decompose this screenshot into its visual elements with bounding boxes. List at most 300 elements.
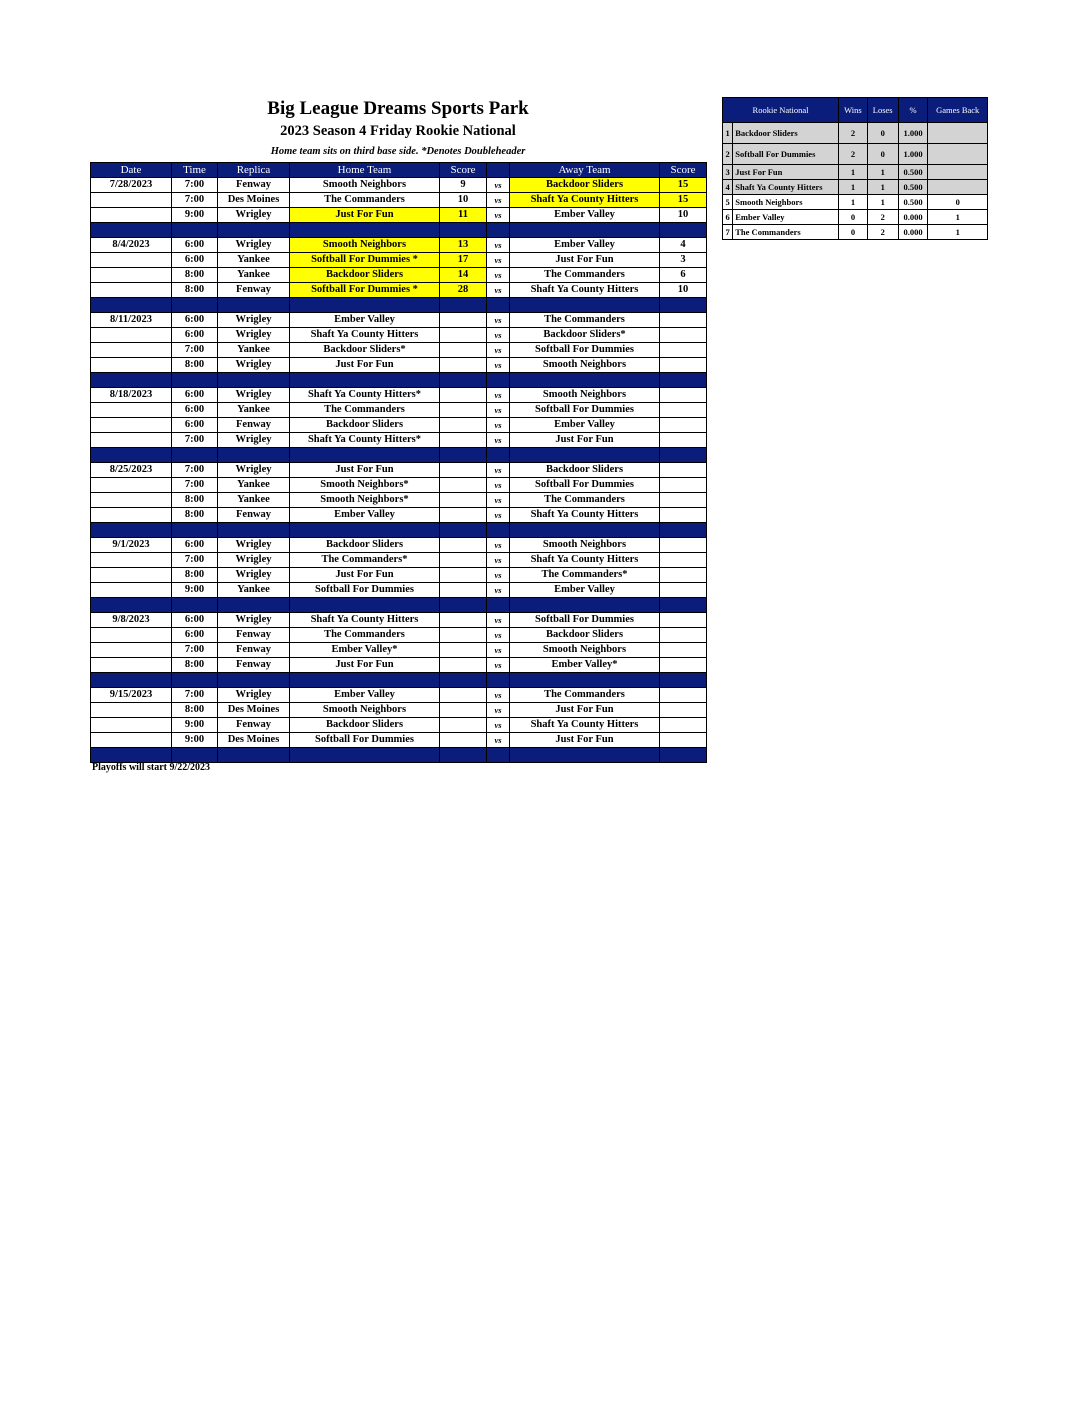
game-time: 7:00 (172, 478, 218, 493)
game-date (91, 658, 172, 673)
vs-label: vs (487, 478, 510, 493)
home-score (440, 613, 487, 628)
game-time: 7:00 (172, 343, 218, 358)
away-score (660, 583, 707, 598)
home-team: Smooth Neighbors (290, 238, 440, 253)
standings-row (723, 144, 988, 165)
vs-label: vs (487, 193, 510, 208)
col-home-team: Home Team (290, 163, 440, 178)
game-date (91, 478, 172, 493)
standings-rank: 4 (723, 180, 733, 195)
home-score (440, 583, 487, 598)
home-score (440, 493, 487, 508)
home-team: Softball For Dummies (290, 733, 440, 748)
week-separator (91, 223, 707, 238)
home-score (440, 553, 487, 568)
away-team: Backdoor Sliders (510, 463, 660, 478)
page-title: Big League Dreams Sports Park (267, 98, 529, 119)
separator-cell (172, 448, 218, 463)
vs-label: vs (487, 313, 510, 328)
away-team: The Commanders (510, 688, 660, 703)
separator-cell (487, 523, 510, 538)
standings-losses: 1 (867, 165, 898, 180)
away-score (660, 328, 707, 343)
separator-cell (91, 223, 172, 238)
home-team: Shaft Ya County Hitters (290, 613, 440, 628)
game-time: 8:00 (172, 703, 218, 718)
separator-cell (91, 448, 172, 463)
away-team: Shaft Ya County Hitters (510, 718, 660, 733)
standings-row (723, 225, 988, 240)
vs-label: vs (487, 628, 510, 643)
away-team: Shaft Ya County Hitters (510, 508, 660, 523)
home-team: Smooth Neighbors (290, 178, 440, 193)
game-date (91, 718, 172, 733)
vs-label: vs (487, 208, 510, 223)
away-score: 10 (660, 283, 707, 298)
separator-cell (172, 748, 218, 763)
standings-rank: 2 (723, 144, 733, 165)
away-team: The Commanders* (510, 568, 660, 583)
game-time: 7:00 (172, 178, 218, 193)
away-team: The Commanders (510, 268, 660, 283)
game-field: Yankee (218, 583, 290, 598)
home-team: Shaft Ya County Hitters (290, 328, 440, 343)
standings-row (723, 165, 988, 180)
away-team: Shaft Ya County Hitters (510, 553, 660, 568)
game-time: 8:00 (172, 358, 218, 373)
vs-label: vs (487, 613, 510, 628)
vs-label: vs (487, 178, 510, 193)
away-score (660, 538, 707, 553)
game-date: 9/15/2023 (91, 688, 172, 703)
game-time: 9:00 (172, 208, 218, 223)
vs-label: vs (487, 583, 510, 598)
col-away-score: Score (660, 163, 707, 178)
game-time: 8:00 (172, 568, 218, 583)
away-team: Backdoor Sliders (510, 178, 660, 193)
away-score (660, 478, 707, 493)
standings-team: Softball For Dummies (733, 144, 839, 165)
standings-division: Rookie National (723, 98, 839, 123)
game-row (91, 718, 707, 733)
away-team: Smooth Neighbors (510, 358, 660, 373)
away-team: Softball For Dummies (510, 343, 660, 358)
vs-label: vs (487, 703, 510, 718)
standings-team: Just For Fun (733, 165, 839, 180)
game-row (91, 388, 707, 403)
away-team: Softball For Dummies (510, 403, 660, 418)
vs-label: vs (487, 643, 510, 658)
away-team: Ember Valley (510, 583, 660, 598)
game-field: Fenway (218, 718, 290, 733)
separator-cell (91, 523, 172, 538)
away-score (660, 433, 707, 448)
game-row (91, 643, 707, 658)
home-score: 11 (440, 208, 487, 223)
vs-label: vs (487, 283, 510, 298)
home-team: Softball For Dummies (290, 583, 440, 598)
game-date (91, 493, 172, 508)
standings-rank: 6 (723, 210, 733, 225)
game-field: Wrigley (218, 358, 290, 373)
home-score (440, 403, 487, 418)
away-team: Shaft Ya County Hitters (510, 193, 660, 208)
game-field: Yankee (218, 268, 290, 283)
home-score: 17 (440, 253, 487, 268)
separator-cell (487, 673, 510, 688)
separator-cell (510, 673, 660, 688)
separator-cell (660, 598, 707, 613)
home-team: Backdoor Sliders (290, 418, 440, 433)
game-row (91, 328, 707, 343)
separator-cell (440, 298, 487, 313)
standings-games-back: 0 (928, 195, 988, 210)
game-time: 7:00 (172, 643, 218, 658)
game-time: 6:00 (172, 538, 218, 553)
away-team: Just For Fun (510, 253, 660, 268)
home-score: 9 (440, 178, 487, 193)
separator-cell (91, 673, 172, 688)
standings-header-row (723, 98, 988, 123)
home-team: Softball For Dummies * (290, 283, 440, 298)
game-time: 6:00 (172, 313, 218, 328)
game-row (91, 403, 707, 418)
standings-games-back: 1 (928, 225, 988, 240)
home-team: Softball For Dummies * (290, 253, 440, 268)
separator-cell (487, 373, 510, 388)
away-score (660, 553, 707, 568)
game-date (91, 268, 172, 283)
home-team: Shaft Ya County Hitters* (290, 433, 440, 448)
vs-label: vs (487, 508, 510, 523)
game-row (91, 583, 707, 598)
home-score (440, 343, 487, 358)
home-team: The Commanders (290, 193, 440, 208)
game-time: 8:00 (172, 268, 218, 283)
home-score (440, 733, 487, 748)
separator-cell (290, 298, 440, 313)
game-row (91, 313, 707, 328)
col-home-score: Score (440, 163, 487, 178)
game-field: Fenway (218, 418, 290, 433)
game-row (91, 418, 707, 433)
home-score (440, 658, 487, 673)
game-time: 6:00 (172, 388, 218, 403)
home-team: The Commanders* (290, 553, 440, 568)
game-field: Wrigley (218, 688, 290, 703)
away-team: Smooth Neighbors (510, 538, 660, 553)
game-time: 6:00 (172, 613, 218, 628)
standings-pct: 0.500 (898, 180, 928, 195)
game-time: 6:00 (172, 253, 218, 268)
separator-cell (218, 448, 290, 463)
game-row (91, 208, 707, 223)
separator-cell (172, 298, 218, 313)
separator-cell (440, 448, 487, 463)
game-field: Wrigley (218, 388, 290, 403)
away-team: Ember Valley (510, 238, 660, 253)
col-replica: Replica (218, 163, 290, 178)
standings-pct: 1.000 (898, 123, 928, 144)
home-team: Ember Valley* (290, 643, 440, 658)
game-field: Fenway (218, 178, 290, 193)
doubleheader-note: Home team sits on third base side. *Denotes Doubleheader (270, 146, 526, 157)
standings-wins: 0 (839, 210, 868, 225)
game-date (91, 568, 172, 583)
game-field: Wrigley (218, 463, 290, 478)
separator-cell (290, 673, 440, 688)
away-team: Ember Valley (510, 418, 660, 433)
separator-cell (660, 523, 707, 538)
home-team: Just For Fun (290, 358, 440, 373)
vs-label: vs (487, 658, 510, 673)
game-date: 8/4/2023 (91, 238, 172, 253)
separator-cell (91, 373, 172, 388)
playoffs-note: Playoffs will start 9/22/2023 (92, 762, 211, 773)
separator-cell (510, 748, 660, 763)
standings-wins: 2 (839, 144, 868, 165)
standings-row (723, 210, 988, 225)
standings-losses: 0 (867, 123, 898, 144)
game-field: Wrigley (218, 538, 290, 553)
home-team: Ember Valley (290, 313, 440, 328)
game-date (91, 358, 172, 373)
separator-cell (290, 598, 440, 613)
standings-wins: 1 (839, 165, 868, 180)
game-row (91, 658, 707, 673)
home-score (440, 388, 487, 403)
separator-cell (660, 448, 707, 463)
away-score (660, 388, 707, 403)
game-row (91, 463, 707, 478)
game-date: 8/18/2023 (91, 388, 172, 403)
standings-team: Shaft Ya County Hitters (733, 180, 839, 195)
separator-cell (290, 748, 440, 763)
col-vs (487, 163, 510, 178)
separator-cell (660, 223, 707, 238)
game-row (91, 478, 707, 493)
game-date: 8/11/2023 (91, 313, 172, 328)
week-separator (91, 298, 707, 313)
standings-pct: 0.000 (898, 225, 928, 240)
standings-games-back: 1 (928, 210, 988, 225)
separator-cell (218, 673, 290, 688)
game-date (91, 193, 172, 208)
standings-losses: 1 (867, 180, 898, 195)
game-row (91, 613, 707, 628)
away-team: Shaft Ya County Hitters (510, 283, 660, 298)
separator-cell (172, 223, 218, 238)
home-score (440, 463, 487, 478)
standings-losses: 1 (867, 195, 898, 210)
game-date (91, 508, 172, 523)
game-time: 6:00 (172, 628, 218, 643)
home-team: Smooth Neighbors (290, 703, 440, 718)
home-team: The Commanders (290, 628, 440, 643)
standings-rank: 7 (723, 225, 733, 240)
away-score: 3 (660, 253, 707, 268)
separator-cell (487, 223, 510, 238)
week-separator (91, 748, 707, 763)
away-score: 4 (660, 238, 707, 253)
separator-cell (218, 223, 290, 238)
away-score (660, 493, 707, 508)
standings-team: The Commanders (733, 225, 839, 240)
vs-label: vs (487, 538, 510, 553)
game-date (91, 643, 172, 658)
home-score: 14 (440, 268, 487, 283)
home-team: Ember Valley (290, 688, 440, 703)
standings-table (722, 97, 988, 240)
game-row (91, 628, 707, 643)
game-row (91, 568, 707, 583)
game-time: 6:00 (172, 418, 218, 433)
separator-cell (218, 523, 290, 538)
game-row (91, 493, 707, 508)
vs-label: vs (487, 343, 510, 358)
standings-col-wins: Wins (839, 98, 868, 123)
game-time: 7:00 (172, 433, 218, 448)
vs-label: vs (487, 403, 510, 418)
game-field: Des Moines (218, 703, 290, 718)
game-date: 8/25/2023 (91, 463, 172, 478)
game-date: 9/8/2023 (91, 613, 172, 628)
standings-wins: 2 (839, 123, 868, 144)
standings-games-back (928, 123, 988, 144)
home-team: Backdoor Sliders (290, 268, 440, 283)
away-team: Smooth Neighbors (510, 643, 660, 658)
home-score: 10 (440, 193, 487, 208)
game-row (91, 358, 707, 373)
vs-label: vs (487, 268, 510, 283)
vs-label: vs (487, 688, 510, 703)
away-score (660, 718, 707, 733)
away-team: Softball For Dummies (510, 613, 660, 628)
vs-label: vs (487, 418, 510, 433)
home-team: Just For Fun (290, 658, 440, 673)
vs-label: vs (487, 238, 510, 253)
home-team: Smooth Neighbors* (290, 493, 440, 508)
page-subtitle: 2023 Season 4 Friday Rookie National (280, 123, 516, 139)
game-field: Wrigley (218, 208, 290, 223)
standings-team: Backdoor Sliders (733, 123, 839, 144)
standings-wins: 1 (839, 195, 868, 210)
game-date (91, 733, 172, 748)
game-time: 8:00 (172, 493, 218, 508)
away-score (660, 313, 707, 328)
home-team: Backdoor Sliders* (290, 343, 440, 358)
separator-cell (660, 673, 707, 688)
game-time: 7:00 (172, 193, 218, 208)
home-score (440, 538, 487, 553)
separator-cell (510, 448, 660, 463)
home-score (440, 358, 487, 373)
separator-cell (510, 598, 660, 613)
away-team: The Commanders (510, 313, 660, 328)
col-date: Date (91, 163, 172, 178)
game-row (91, 553, 707, 568)
home-score (440, 628, 487, 643)
game-field: Fenway (218, 628, 290, 643)
away-score: 15 (660, 193, 707, 208)
game-date (91, 433, 172, 448)
away-team: The Commanders (510, 493, 660, 508)
home-score: 28 (440, 283, 487, 298)
game-date (91, 328, 172, 343)
away-team: Backdoor Sliders* (510, 328, 660, 343)
vs-label: vs (487, 493, 510, 508)
game-field: Wrigley (218, 568, 290, 583)
game-field: Yankee (218, 343, 290, 358)
game-field: Wrigley (218, 553, 290, 568)
vs-label: vs (487, 388, 510, 403)
game-time: 7:00 (172, 463, 218, 478)
vs-label: vs (487, 358, 510, 373)
game-row (91, 283, 707, 298)
separator-cell (660, 298, 707, 313)
game-row (91, 733, 707, 748)
game-time: 6:00 (172, 238, 218, 253)
away-score (660, 343, 707, 358)
game-field: Yankee (218, 478, 290, 493)
separator-cell (172, 523, 218, 538)
away-score: 6 (660, 268, 707, 283)
vs-label: vs (487, 733, 510, 748)
separator-cell (91, 298, 172, 313)
game-time: 8:00 (172, 658, 218, 673)
away-team: Ember Valley* (510, 658, 660, 673)
game-field: Wrigley (218, 433, 290, 448)
game-date (91, 703, 172, 718)
away-score (660, 358, 707, 373)
away-team: Smooth Neighbors (510, 388, 660, 403)
separator-cell (510, 223, 660, 238)
separator-cell (440, 673, 487, 688)
away-score (660, 628, 707, 643)
schedule-header-row (91, 163, 707, 178)
vs-label: vs (487, 253, 510, 268)
home-team: Backdoor Sliders (290, 538, 440, 553)
home-score (440, 508, 487, 523)
standings-losses: 0 (867, 144, 898, 165)
game-field: Fenway (218, 658, 290, 673)
week-separator (91, 373, 707, 388)
col-time: Time (172, 163, 218, 178)
separator-cell (440, 223, 487, 238)
game-date (91, 343, 172, 358)
separator-cell (660, 748, 707, 763)
game-row (91, 268, 707, 283)
standings-rank: 3 (723, 165, 733, 180)
home-team: Backdoor Sliders (290, 718, 440, 733)
vs-label: vs (487, 433, 510, 448)
game-row (91, 433, 707, 448)
vs-label: vs (487, 463, 510, 478)
away-score (660, 508, 707, 523)
standings-pct: 1.000 (898, 144, 928, 165)
home-score (440, 478, 487, 493)
standings-games-back (928, 144, 988, 165)
game-row (91, 238, 707, 253)
standings-body (723, 123, 988, 240)
col-away-team: Away Team (510, 163, 660, 178)
game-time: 8:00 (172, 508, 218, 523)
game-row (91, 688, 707, 703)
away-score (660, 418, 707, 433)
vs-label: vs (487, 553, 510, 568)
separator-cell (290, 448, 440, 463)
